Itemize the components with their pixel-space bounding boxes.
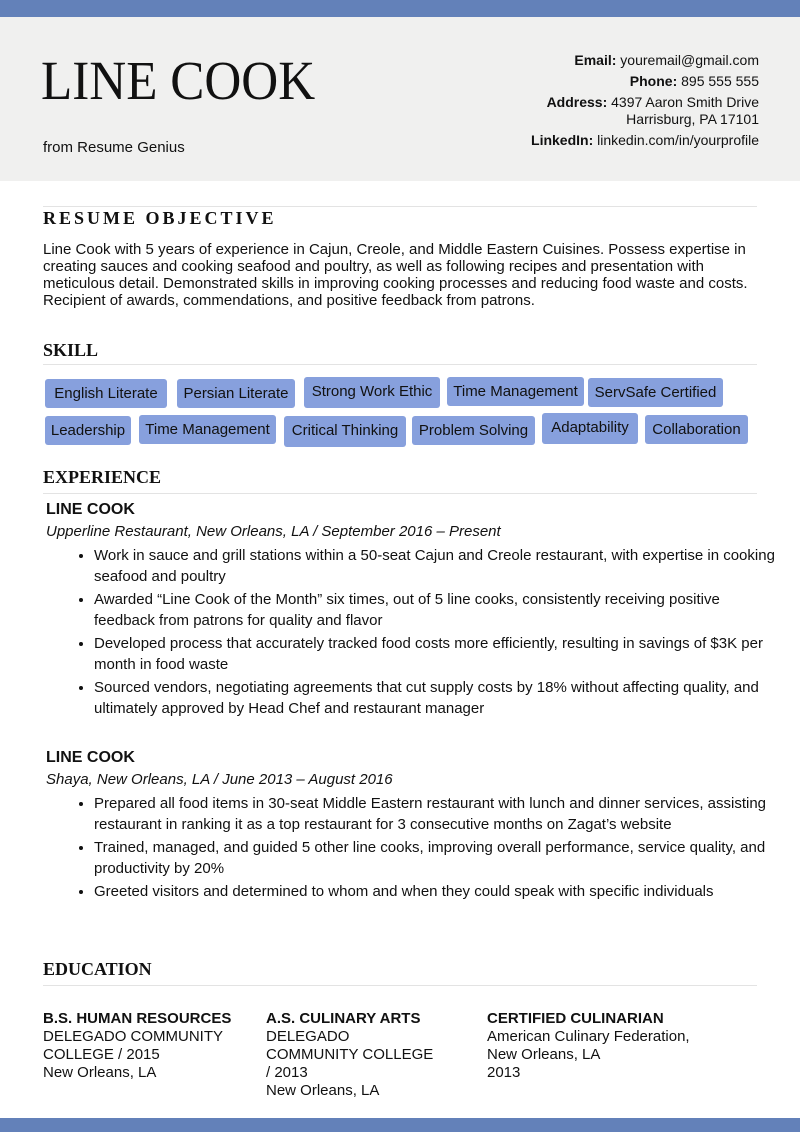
job-bullet: • Prepared all food items in 30-seat Middle Eastern restaurant with lunch and dinner services, assisting restaurant in ranking it as a top restaurant for 3 consecutive months on Zagat’s website xyxy=(94,794,784,835)
divider xyxy=(43,493,757,494)
education-item xyxy=(487,1010,702,1082)
objective-text: Line Cook with 5 years of experience in Cajun, Creole, and Middle Eastern Cuisines. Possess expertise in creating sauces and cooking seafood and poultry, as well as following recipes and presentation with meticulous detail. Demonstrated skills in improving cooking processes and reducing food waste and costs. Recipient of awards, commendations, and positive feedback from patrons. xyxy=(43,241,748,309)
skill-chip: Time Management xyxy=(139,415,276,444)
job-bullets xyxy=(74,546,784,722)
job-bullet: • Trained, managed, and guided 5 other line cooks, improving overall performance, service quality, and productivity by 20% xyxy=(94,838,784,879)
location: New Orleans, LA xyxy=(43,1064,157,1081)
resume-header xyxy=(0,17,800,181)
bottom-accent-bar xyxy=(0,1118,800,1132)
top-accent-bar xyxy=(0,0,800,17)
job-bullet: • Awarded “Line Cook of the Month” six times, out of 5 line cooks, consistently receiving positive feedback from patrons for quality and flavor xyxy=(94,590,784,631)
address-label: Address: xyxy=(546,94,608,110)
skill-chip: Leadership xyxy=(45,416,131,445)
contact-info xyxy=(531,52,759,153)
skill-chip: Persian Literate xyxy=(177,379,295,408)
linkedin-value: linkedin.com/in/yourprofile xyxy=(597,132,759,148)
skill-chip: Problem Solving xyxy=(412,416,535,445)
source-credit: from Resume Genius xyxy=(43,139,185,156)
address-line1: 4397 Aaron Smith Drive xyxy=(611,94,759,110)
job-title: LINE COOK xyxy=(46,501,135,518)
school: American Culinary Federation, New Orleans, LA xyxy=(487,1028,690,1063)
job-title: LINE COOK xyxy=(46,749,135,766)
skills-heading: SKILL xyxy=(43,340,99,360)
resume-title: LINE COOK xyxy=(41,50,316,111)
school: DELEGADO COMMUNITY COLLEGE / 2015 xyxy=(43,1028,223,1063)
skill-chip: Time Management xyxy=(447,377,584,406)
job-subtitle: Upperline Restaurant, New Orleans, LA / September 2016 – Present xyxy=(46,523,501,540)
objective-heading: RESUME OBJECTIVE xyxy=(43,208,277,228)
email-value: youremail@gmail.com xyxy=(620,52,759,68)
divider xyxy=(43,206,757,207)
job-subtitle: Shaya, New Orleans, LA / June 2013 – August 2016 xyxy=(46,771,393,788)
job-bullet: • Greeted visitors and determined to whom and when they could speak with specific individuals xyxy=(94,882,784,903)
job-bullet: • Sourced vendors, negotiating agreements that cut supply costs by 18% without affecting quality, and ultimately approved by Head Chef and restaurant manager xyxy=(94,678,784,719)
divider xyxy=(43,364,757,365)
education-heading: EDUCATION xyxy=(43,959,152,979)
email-label: Email: xyxy=(574,52,617,68)
education-item xyxy=(266,1010,441,1100)
degree: CERTIFIED CULINARIAN xyxy=(487,1010,664,1027)
degree: B.S. HUMAN RESOURCES xyxy=(43,1010,232,1027)
skill-chip: Collaboration xyxy=(645,415,748,444)
phone-label: Phone: xyxy=(629,73,678,89)
job-bullet: • Work in sauce and grill stations within a 50-seat Cajun and Creole restaurant, with expertise in cooking seafood and poultry xyxy=(94,546,784,587)
skill-chip: Strong Work Ethic xyxy=(304,377,440,408)
school: DELEGADO COMMUNITY COLLEGE / 2013 xyxy=(266,1028,434,1081)
experience-heading: EXPERIENCE xyxy=(43,467,162,487)
job-bullets xyxy=(74,794,784,906)
location: 2013 xyxy=(487,1064,521,1081)
skill-chip: ServSafe Certified xyxy=(588,378,723,407)
job-bullet: • Developed process that accurately tracked food costs more efficiently, resulting in savings of $3K per month in food waste xyxy=(94,634,784,675)
education-item xyxy=(43,1010,233,1082)
phone-value: 895 555 555 xyxy=(681,73,759,89)
skill-chip: Adaptability xyxy=(542,413,638,444)
degree: A.S. CULINARY ARTS xyxy=(266,1010,421,1027)
location: New Orleans, LA xyxy=(266,1082,380,1099)
address-line2: Harrisburg, PA 17101 xyxy=(626,111,759,127)
divider xyxy=(43,985,757,986)
linkedin-label: LinkedIn: xyxy=(531,132,594,148)
skill-chip: Critical Thinking xyxy=(284,416,406,447)
skill-chip: English Literate xyxy=(45,379,167,408)
